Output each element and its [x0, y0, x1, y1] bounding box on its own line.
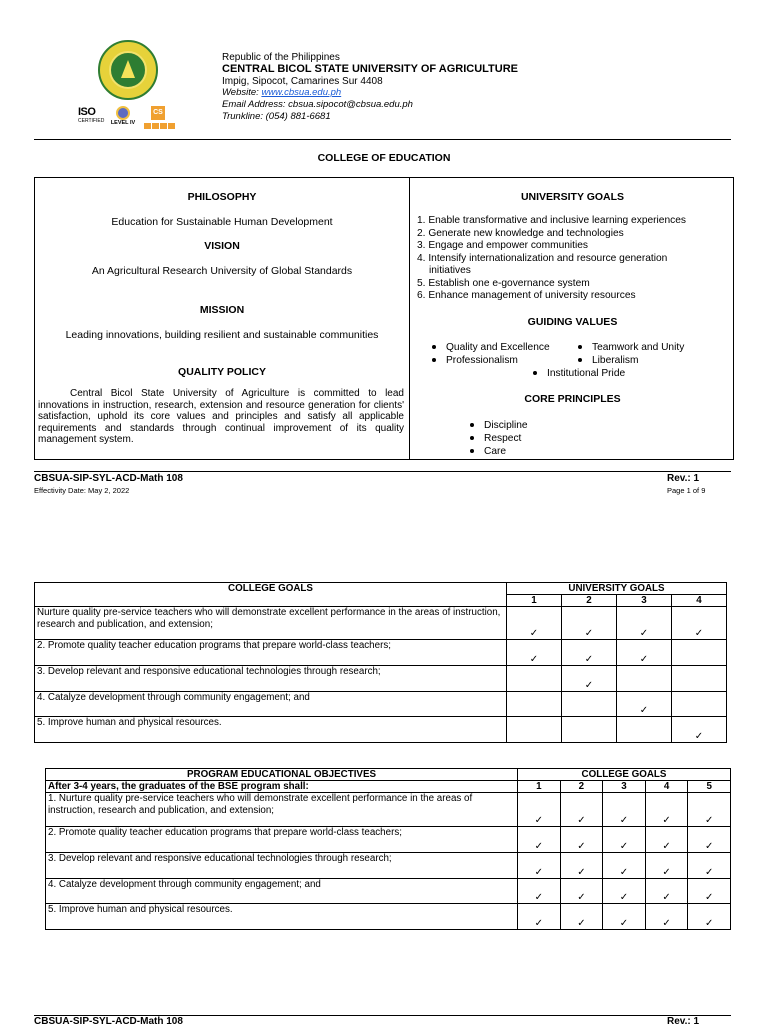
check-mark: ✓	[561, 607, 616, 640]
goal-text: 3. Develop relevant and responsive educational technologies through research;	[35, 666, 507, 692]
empty-cell	[507, 717, 562, 743]
university-goals-list	[417, 215, 732, 303]
table-row	[46, 904, 731, 930]
check-mark: ✓	[645, 904, 688, 930]
university-goal-item: 2. Generate new knowledge and technologies	[417, 227, 624, 239]
empty-cell	[616, 666, 671, 692]
university-goal-item: 6. Enhance management of university resources	[417, 290, 636, 301]
value-item: Liberalism	[578, 354, 638, 367]
check-mark: ✓	[518, 879, 561, 904]
check-mark: ✓	[616, 640, 671, 666]
republic-line: Republic of the Philippines	[222, 52, 340, 63]
check-mark: ✓	[688, 879, 731, 904]
mission-text: Leading innovations, building resilient and sustainable communities	[65, 329, 379, 341]
check-mark: ✓	[560, 853, 603, 879]
accreditation-level-logo: LEVEL IV	[110, 106, 136, 132]
table-row	[46, 853, 731, 879]
goal-text: 5. Improve human and physical resources.	[35, 717, 507, 743]
table-row	[35, 640, 727, 666]
university-goal-item: initiatives	[429, 265, 471, 276]
goal-text: Nurture quality pre-service teachers who will demonstrate excellent performance in the areas of instruction, research and publication, and extension;	[35, 607, 507, 640]
goal-column-header: 3	[616, 595, 671, 607]
check-mark: ✓	[561, 666, 616, 692]
peo-header: PROGRAM EDUCATIONAL OBJECTIVES	[46, 769, 518, 781]
check-mark: ✓	[688, 827, 731, 853]
effectivity-date: Effectivity Date: May 2, 2022	[34, 486, 130, 495]
empty-cell	[507, 666, 562, 692]
principle-item: Discipline	[470, 419, 528, 432]
university-seal-logo	[98, 40, 158, 100]
program-objectives-table	[45, 768, 731, 930]
empty-cell	[507, 692, 562, 717]
email-line: Email Address: cbsua.sipocot@cbsua.edu.ph	[222, 99, 413, 111]
university-goal-item: 4. Intensify internationalization and resource generation	[417, 252, 668, 264]
goal-text: 4. Catalyze development through community engagement; and	[46, 879, 518, 904]
check-mark: ✓	[560, 904, 603, 930]
check-mark: ✓	[645, 853, 688, 879]
check-mark: ✓	[688, 853, 731, 879]
vision-heading: VISION	[204, 240, 240, 252]
revision: Rev.: 1	[667, 1016, 700, 1027]
value-item: Quality and Excellence	[432, 341, 550, 354]
check-mark: ✓	[518, 827, 561, 853]
value-item: Professionalism	[432, 354, 518, 367]
vision-text: An Agricultural Research University of Global Standards	[91, 265, 353, 277]
goal-column-header: 5	[688, 781, 731, 793]
college-title: COLLEGE OF EDUCATION	[317, 152, 451, 164]
goal-column-header: 4	[671, 595, 726, 607]
address-line: Impig, Sipocot, Camarines Sur 4408	[222, 75, 383, 87]
principle-item: Respect	[470, 432, 521, 445]
core-principles-heading: CORE PRINCIPLES	[524, 393, 621, 405]
principle-item: Care	[470, 445, 506, 458]
check-mark: ✓	[603, 827, 646, 853]
quality-policy-heading: QUALITY POLICY	[178, 366, 266, 378]
check-mark: ✓	[603, 793, 646, 827]
check-mark: ✓	[688, 793, 731, 827]
value-item: Institutional Pride	[533, 367, 625, 380]
empty-cell	[561, 717, 616, 743]
goal-text: 4. Catalyze development through community engagement; and	[35, 692, 507, 717]
table-row	[46, 793, 731, 827]
goal-column-header: 3	[603, 781, 646, 793]
table-row	[35, 692, 727, 717]
footer-divider	[34, 471, 731, 472]
college-goals-group-header: COLLEGE GOALS	[518, 769, 731, 781]
table-row	[46, 827, 731, 853]
table-row	[35, 666, 727, 692]
empty-cell	[561, 692, 616, 717]
goal-column-header: 1	[518, 781, 561, 793]
university-goal-item: 1. Enable transformative and inclusive learning experiences	[417, 215, 686, 226]
check-mark: ✓	[616, 692, 671, 717]
check-mark: ✓	[671, 607, 726, 640]
table-row	[35, 717, 727, 743]
doc-code: CBSUA-SIP-SYL-ACD-Math 108	[34, 1016, 183, 1027]
check-mark: ✓	[603, 853, 646, 879]
check-mark: ✓	[561, 640, 616, 666]
goal-text: 1. Nurture quality pre-service teachers who will demonstrate excellent performance in the areas of instruction, research and publication, and extension;	[46, 793, 518, 827]
university-goal-item: 5. Establish one e-governance system	[417, 277, 590, 289]
goal-text: 2. Promote quality teacher education programs that prepare world-class teachers;	[46, 827, 518, 853]
website-link[interactable]: www.cbsua.edu.ph	[261, 87, 342, 99]
university-goals-group-header: UNIVERSITY GOALS	[507, 583, 727, 595]
check-mark: ✓	[560, 793, 603, 827]
cs-award-logo: CS	[144, 106, 176, 132]
college-goals-table	[34, 582, 727, 743]
check-mark: ✓	[560, 827, 603, 853]
revision: Rev.: 1	[667, 473, 700, 484]
empty-cell	[671, 692, 726, 717]
university-name: CENTRAL BICOL STATE UNIVERSITY OF AGRICULTURE	[222, 62, 518, 75]
check-mark: ✓	[518, 904, 561, 930]
check-mark: ✓	[645, 827, 688, 853]
vmgo-box	[34, 177, 734, 460]
letterhead	[222, 52, 518, 123]
doc-code: CBSUA-SIP-SYL-ACD-Math 108	[34, 473, 183, 484]
check-mark: ✓	[518, 793, 561, 827]
header-divider	[34, 139, 731, 140]
empty-cell	[671, 640, 726, 666]
mission-heading: MISSION	[199, 304, 245, 316]
check-mark: ✓	[507, 607, 562, 640]
page-number: Page 1 of 9	[667, 486, 706, 495]
university-goals-heading: UNIVERSITY GOALS	[520, 191, 625, 203]
peo-subheader: After 3-4 years, the graduates of the BSE program shall:	[46, 781, 518, 793]
check-mark: ✓	[645, 793, 688, 827]
quality-policy-text: Central Bicol State University of Agriculture is committed to lead innovations in instruction, research, extension and resource generation for clients' satisfaction, uphold its core values and principles and satisfy all applicable requirements and standards through continual improvement of its quality management system.	[38, 388, 404, 445]
check-mark: ✓	[603, 879, 646, 904]
goal-text: 3. Develop relevant and responsive educational technologies through research;	[46, 853, 518, 879]
empty-cell	[616, 717, 671, 743]
goal-column-header: 4	[645, 781, 688, 793]
check-mark: ✓	[507, 640, 562, 666]
philosophy-heading: PHILOSOPHY	[187, 191, 257, 203]
guiding-values-heading: GUIDING VALUES	[527, 316, 618, 328]
goal-column-header: 1	[507, 595, 562, 607]
goal-text: 5. Improve human and physical resources.	[46, 904, 518, 930]
value-item: Teamwork and Unity	[578, 341, 684, 354]
table-row	[35, 607, 727, 640]
website-line: Website: www.cbsua.edu.ph	[222, 87, 342, 99]
trunkline-line: Trunkline: (054) 881-6681	[222, 110, 331, 122]
check-mark: ✓	[688, 904, 731, 930]
check-mark: ✓	[645, 879, 688, 904]
check-mark: ✓	[671, 717, 726, 743]
check-mark: ✓	[518, 853, 561, 879]
iso-certified-logo: ISO CERTIFIED	[78, 106, 105, 124]
university-goal-item: 3. Engage and empower communities	[417, 240, 589, 251]
college-goals-header: COLLEGE GOALS	[35, 583, 507, 607]
check-mark: ✓	[560, 879, 603, 904]
goal-text: 2. Promote quality teacher education programs that prepare world-class teachers;	[35, 640, 507, 666]
goal-column-header: 2	[561, 595, 616, 607]
check-mark: ✓	[616, 607, 671, 640]
philosophy-text: Education for Sustainable Human Development	[111, 216, 333, 228]
table-row	[46, 879, 731, 904]
empty-cell	[671, 666, 726, 692]
goal-column-header: 2	[560, 781, 603, 793]
check-mark: ✓	[603, 904, 646, 930]
